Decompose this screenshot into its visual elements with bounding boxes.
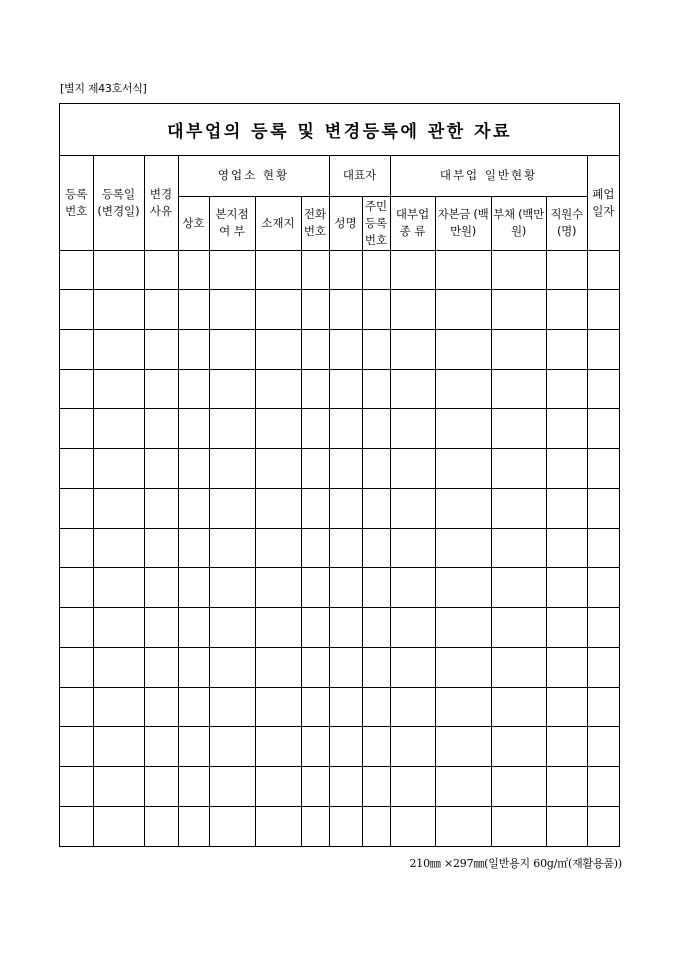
table-cell[interactable]	[255, 369, 301, 408]
table-cell[interactable]	[209, 488, 255, 528]
table-cell[interactable]	[390, 488, 435, 528]
table-cell[interactable]	[301, 329, 329, 369]
table-cell[interactable]	[301, 250, 329, 289]
header-reg-date: 등록일 (변경일)	[93, 156, 144, 250]
table-cell[interactable]	[390, 329, 435, 369]
header-capital: 자본금 (백만원)	[435, 196, 491, 250]
table-cell[interactable]	[255, 250, 301, 289]
table-cell[interactable]	[329, 488, 362, 528]
table-row	[60, 369, 619, 408]
table-cell[interactable]	[144, 766, 178, 806]
table-row	[60, 607, 619, 647]
table-cell[interactable]	[491, 369, 546, 408]
table-cell[interactable]	[491, 488, 546, 528]
table-cell[interactable]	[93, 448, 144, 488]
table-cell[interactable]	[178, 528, 209, 567]
table-cell[interactable]	[209, 766, 255, 806]
table-cell[interactable]	[329, 289, 362, 329]
table-cell[interactable]	[435, 408, 491, 448]
table-cell[interactable]	[144, 806, 178, 846]
table-cell[interactable]	[390, 250, 435, 289]
table-cell[interactable]	[587, 567, 619, 607]
table-cell[interactable]	[93, 369, 144, 408]
table-cell[interactable]	[362, 329, 390, 369]
table-cell[interactable]	[362, 726, 390, 766]
header-location: 소재지	[255, 196, 301, 250]
header-lending-type: 대부업 종 류	[390, 196, 435, 250]
table-cell[interactable]	[255, 448, 301, 488]
table-cell[interactable]	[587, 448, 619, 488]
table-cell[interactable]	[390, 766, 435, 806]
table-cell[interactable]	[144, 647, 178, 687]
table-cell[interactable]	[178, 488, 209, 528]
table-cell[interactable]	[60, 567, 93, 607]
table-cell[interactable]	[546, 647, 587, 687]
table-row	[60, 687, 619, 726]
table-cell[interactable]	[491, 448, 546, 488]
form-label: [별지 제43호서식]	[60, 82, 147, 95]
table-cell[interactable]	[60, 528, 93, 567]
table-cell[interactable]	[587, 528, 619, 567]
table-cell[interactable]	[329, 607, 362, 647]
table-cell[interactable]	[60, 408, 93, 448]
table-cell[interactable]	[60, 250, 93, 289]
table-cell[interactable]	[178, 687, 209, 726]
table-cell[interactable]	[209, 528, 255, 567]
table-cell[interactable]	[491, 528, 546, 567]
table-row	[60, 647, 619, 687]
table-cell[interactable]	[362, 250, 390, 289]
table-cell[interactable]	[329, 369, 362, 408]
table-cell[interactable]	[255, 687, 301, 726]
table-cell[interactable]	[329, 766, 362, 806]
table-cell[interactable]	[60, 488, 93, 528]
header-change-reason: 변경 사유	[144, 156, 178, 250]
table-cell[interactable]	[255, 806, 301, 846]
table-cell[interactable]	[362, 408, 390, 448]
table-row	[60, 567, 619, 607]
table-cell[interactable]	[144, 408, 178, 448]
table-cell[interactable]	[435, 369, 491, 408]
header-lending-status: 대부업 일반현황	[390, 156, 587, 196]
table-cell[interactable]	[329, 726, 362, 766]
table-cell[interactable]	[144, 567, 178, 607]
table-cell[interactable]	[329, 408, 362, 448]
table-cell[interactable]	[587, 726, 619, 766]
table-cell[interactable]	[93, 766, 144, 806]
header-employees: 직원수 (명)	[546, 196, 587, 250]
table-cell[interactable]	[546, 806, 587, 846]
table-cell[interactable]	[390, 647, 435, 687]
table-cell[interactable]	[491, 806, 546, 846]
table-cell[interactable]	[390, 806, 435, 846]
table-cell[interactable]	[546, 250, 587, 289]
table-cell[interactable]	[60, 448, 93, 488]
table-row	[60, 766, 619, 806]
header-phone: 전화 번호	[301, 196, 329, 250]
table-cell[interactable]	[491, 647, 546, 687]
table-cell[interactable]	[301, 726, 329, 766]
table-cell[interactable]	[209, 567, 255, 607]
table-cell[interactable]	[255, 289, 301, 329]
table-cell[interactable]	[60, 726, 93, 766]
table-cell[interactable]	[93, 528, 144, 567]
table-cell[interactable]	[329, 647, 362, 687]
table-cell[interactable]	[93, 607, 144, 647]
table-cell[interactable]	[390, 369, 435, 408]
table-cell[interactable]	[546, 448, 587, 488]
table-cell[interactable]	[546, 687, 587, 726]
table-cell[interactable]	[546, 567, 587, 607]
table-cell[interactable]	[435, 289, 491, 329]
table-cell[interactable]	[546, 488, 587, 528]
table-cell[interactable]	[329, 528, 362, 567]
table-cell[interactable]	[144, 488, 178, 528]
table-cell[interactable]	[301, 806, 329, 846]
table-cell[interactable]	[178, 806, 209, 846]
table-cell[interactable]	[435, 567, 491, 607]
table-cell[interactable]	[93, 806, 144, 846]
table-cell[interactable]	[301, 488, 329, 528]
header-office-status: 영업소 현황	[178, 156, 329, 196]
table-cell[interactable]	[93, 488, 144, 528]
table-row	[60, 289, 619, 329]
table-cell[interactable]	[546, 766, 587, 806]
table-cell[interactable]	[587, 369, 619, 408]
table-cell[interactable]	[587, 806, 619, 846]
table-cell[interactable]	[362, 369, 390, 408]
table-cell[interactable]	[178, 250, 209, 289]
table-cell[interactable]	[301, 607, 329, 647]
table-cell[interactable]	[329, 329, 362, 369]
table-cell[interactable]	[491, 607, 546, 647]
table-cell[interactable]	[93, 289, 144, 329]
table-cell[interactable]	[435, 488, 491, 528]
table-cell[interactable]	[178, 289, 209, 329]
table-cell[interactable]	[587, 289, 619, 329]
table-cell[interactable]	[435, 806, 491, 846]
header-liabilities: 부채 (백만원)	[491, 196, 546, 250]
table-row	[60, 448, 619, 488]
table-cell[interactable]	[587, 488, 619, 528]
table-cell[interactable]	[362, 567, 390, 607]
header-trade-name: 상호	[178, 196, 209, 250]
table-cell[interactable]	[491, 766, 546, 806]
table-cell[interactable]	[144, 369, 178, 408]
table-cell[interactable]	[362, 806, 390, 846]
table-cell[interactable]	[209, 250, 255, 289]
table-cell[interactable]	[301, 687, 329, 726]
table-cell[interactable]	[93, 567, 144, 607]
table-cell[interactable]	[546, 408, 587, 448]
table-cell[interactable]	[491, 250, 546, 289]
table-cell[interactable]	[301, 369, 329, 408]
table-cell[interactable]	[209, 647, 255, 687]
table-cell[interactable]	[144, 687, 178, 726]
table-cell[interactable]	[93, 687, 144, 726]
table-cell[interactable]	[178, 647, 209, 687]
table-cell[interactable]	[587, 250, 619, 289]
table-cell[interactable]	[362, 289, 390, 329]
table-cell[interactable]	[209, 408, 255, 448]
table-cell[interactable]	[60, 607, 93, 647]
table-cell[interactable]	[546, 329, 587, 369]
table-cell[interactable]	[301, 528, 329, 567]
table-cell[interactable]	[255, 528, 301, 567]
table-cell[interactable]	[435, 607, 491, 647]
table-cell[interactable]	[329, 806, 362, 846]
table-cell[interactable]	[491, 726, 546, 766]
table-cell[interactable]	[255, 726, 301, 766]
table-cell[interactable]	[362, 766, 390, 806]
table-cell[interactable]	[178, 607, 209, 647]
table-cell[interactable]	[93, 250, 144, 289]
table-cell[interactable]	[546, 607, 587, 647]
table-cell[interactable]	[329, 567, 362, 607]
table-cell[interactable]	[362, 488, 390, 528]
table-cell[interactable]	[93, 329, 144, 369]
table-cell[interactable]	[546, 289, 587, 329]
table-cell[interactable]	[362, 448, 390, 488]
table-cell[interactable]	[255, 766, 301, 806]
table-cell[interactable]	[390, 528, 435, 567]
table-cell[interactable]	[329, 448, 362, 488]
table-cell[interactable]	[546, 528, 587, 567]
table-cell[interactable]	[178, 329, 209, 369]
table-cell[interactable]	[255, 567, 301, 607]
table-cell[interactable]	[301, 766, 329, 806]
table-cell[interactable]	[255, 488, 301, 528]
table-cell[interactable]	[435, 687, 491, 726]
table-cell[interactable]	[60, 806, 93, 846]
table-cell[interactable]	[491, 567, 546, 607]
table-cell[interactable]	[178, 726, 209, 766]
table-cell[interactable]	[435, 726, 491, 766]
form-title: 대부업의 등록 및 변경등록에 관한 자료	[167, 122, 512, 142]
table-cell[interactable]	[144, 448, 178, 488]
table-cell[interactable]	[60, 766, 93, 806]
table-cell[interactable]	[491, 687, 546, 726]
table-cell[interactable]	[301, 289, 329, 329]
table-cell[interactable]	[587, 329, 619, 369]
table-cell[interactable]	[362, 687, 390, 726]
table-cell[interactable]	[587, 408, 619, 448]
table-cell[interactable]	[491, 329, 546, 369]
table-cell[interactable]	[209, 329, 255, 369]
table-cell[interactable]	[209, 806, 255, 846]
table-cell[interactable]	[178, 408, 209, 448]
table-cell[interactable]	[209, 687, 255, 726]
table-cell[interactable]	[60, 289, 93, 329]
table-cell[interactable]	[301, 567, 329, 607]
table-cell[interactable]	[255, 647, 301, 687]
table-cell[interactable]	[60, 329, 93, 369]
table-cell[interactable]	[93, 408, 144, 448]
table-cell[interactable]	[390, 726, 435, 766]
header-rep-name: 성명	[329, 196, 362, 250]
table-cell[interactable]	[587, 766, 619, 806]
table-cell[interactable]	[435, 766, 491, 806]
table-cell[interactable]	[209, 369, 255, 408]
header-representative: 대표자	[329, 156, 390, 196]
table-cell[interactable]	[301, 448, 329, 488]
table-cell[interactable]	[178, 567, 209, 607]
table-cell[interactable]	[209, 289, 255, 329]
table-cell[interactable]	[144, 250, 178, 289]
header-resident-no: 주민 등록 번호	[362, 196, 390, 250]
table-row	[60, 528, 619, 567]
table-cell[interactable]	[60, 647, 93, 687]
table-cell[interactable]	[329, 250, 362, 289]
table-row	[60, 726, 619, 766]
table-cell[interactable]	[435, 448, 491, 488]
table-cell[interactable]	[255, 329, 301, 369]
table-cell[interactable]	[301, 408, 329, 448]
table-cell[interactable]	[587, 607, 619, 647]
table-cell[interactable]	[390, 607, 435, 647]
table-cell[interactable]	[390, 408, 435, 448]
table-cell[interactable]	[144, 607, 178, 647]
table-row	[60, 488, 619, 528]
table-cell[interactable]	[362, 607, 390, 647]
table-cell[interactable]	[178, 448, 209, 488]
table-row	[60, 806, 619, 846]
table-cell[interactable]	[435, 528, 491, 567]
table-cell[interactable]	[362, 647, 390, 687]
table-cell[interactable]	[144, 726, 178, 766]
table-row	[60, 408, 619, 448]
table-cell[interactable]	[329, 687, 362, 726]
header-reg-no: 등록 번호	[60, 156, 93, 250]
table-cell[interactable]	[93, 726, 144, 766]
table-cell[interactable]	[255, 607, 301, 647]
table-cell[interactable]	[144, 329, 178, 369]
table-cell[interactable]	[546, 369, 587, 408]
table-row	[60, 329, 619, 369]
table-cell[interactable]	[491, 408, 546, 448]
paper-size-note: 210㎜ ×297㎜(일반용지 60g/㎡(재활용품))	[409, 857, 622, 870]
header-hq-status: 본지점 여 부	[209, 196, 255, 250]
header-closure-date: 폐업 일자	[587, 156, 619, 250]
table-row	[60, 250, 619, 289]
table-cell[interactable]	[491, 289, 546, 329]
table-cell[interactable]	[60, 687, 93, 726]
table-cell[interactable]	[587, 687, 619, 726]
table-cell[interactable]	[390, 687, 435, 726]
table-cell[interactable]	[60, 369, 93, 408]
table-cell[interactable]	[390, 289, 435, 329]
table-cell[interactable]	[587, 647, 619, 687]
table-cell[interactable]	[390, 567, 435, 607]
table-cell[interactable]	[93, 647, 144, 687]
form-sheet	[59, 103, 620, 847]
registration-table	[60, 156, 619, 846]
table-cell[interactable]	[362, 528, 390, 567]
table-cell[interactable]	[209, 607, 255, 647]
table-cell[interactable]	[209, 448, 255, 488]
title-row	[60, 104, 619, 156]
table-cell[interactable]	[301, 647, 329, 687]
table-cell[interactable]	[144, 528, 178, 567]
table-cell[interactable]	[178, 766, 209, 806]
table-cell[interactable]	[209, 726, 255, 766]
table-cell[interactable]	[178, 369, 209, 408]
table-cell[interactable]	[435, 329, 491, 369]
table-cell[interactable]	[546, 726, 587, 766]
table-cell[interactable]	[390, 448, 435, 488]
table-cell[interactable]	[435, 250, 491, 289]
table-cell[interactable]	[435, 647, 491, 687]
table-cell[interactable]	[144, 289, 178, 329]
table-cell[interactable]	[255, 408, 301, 448]
